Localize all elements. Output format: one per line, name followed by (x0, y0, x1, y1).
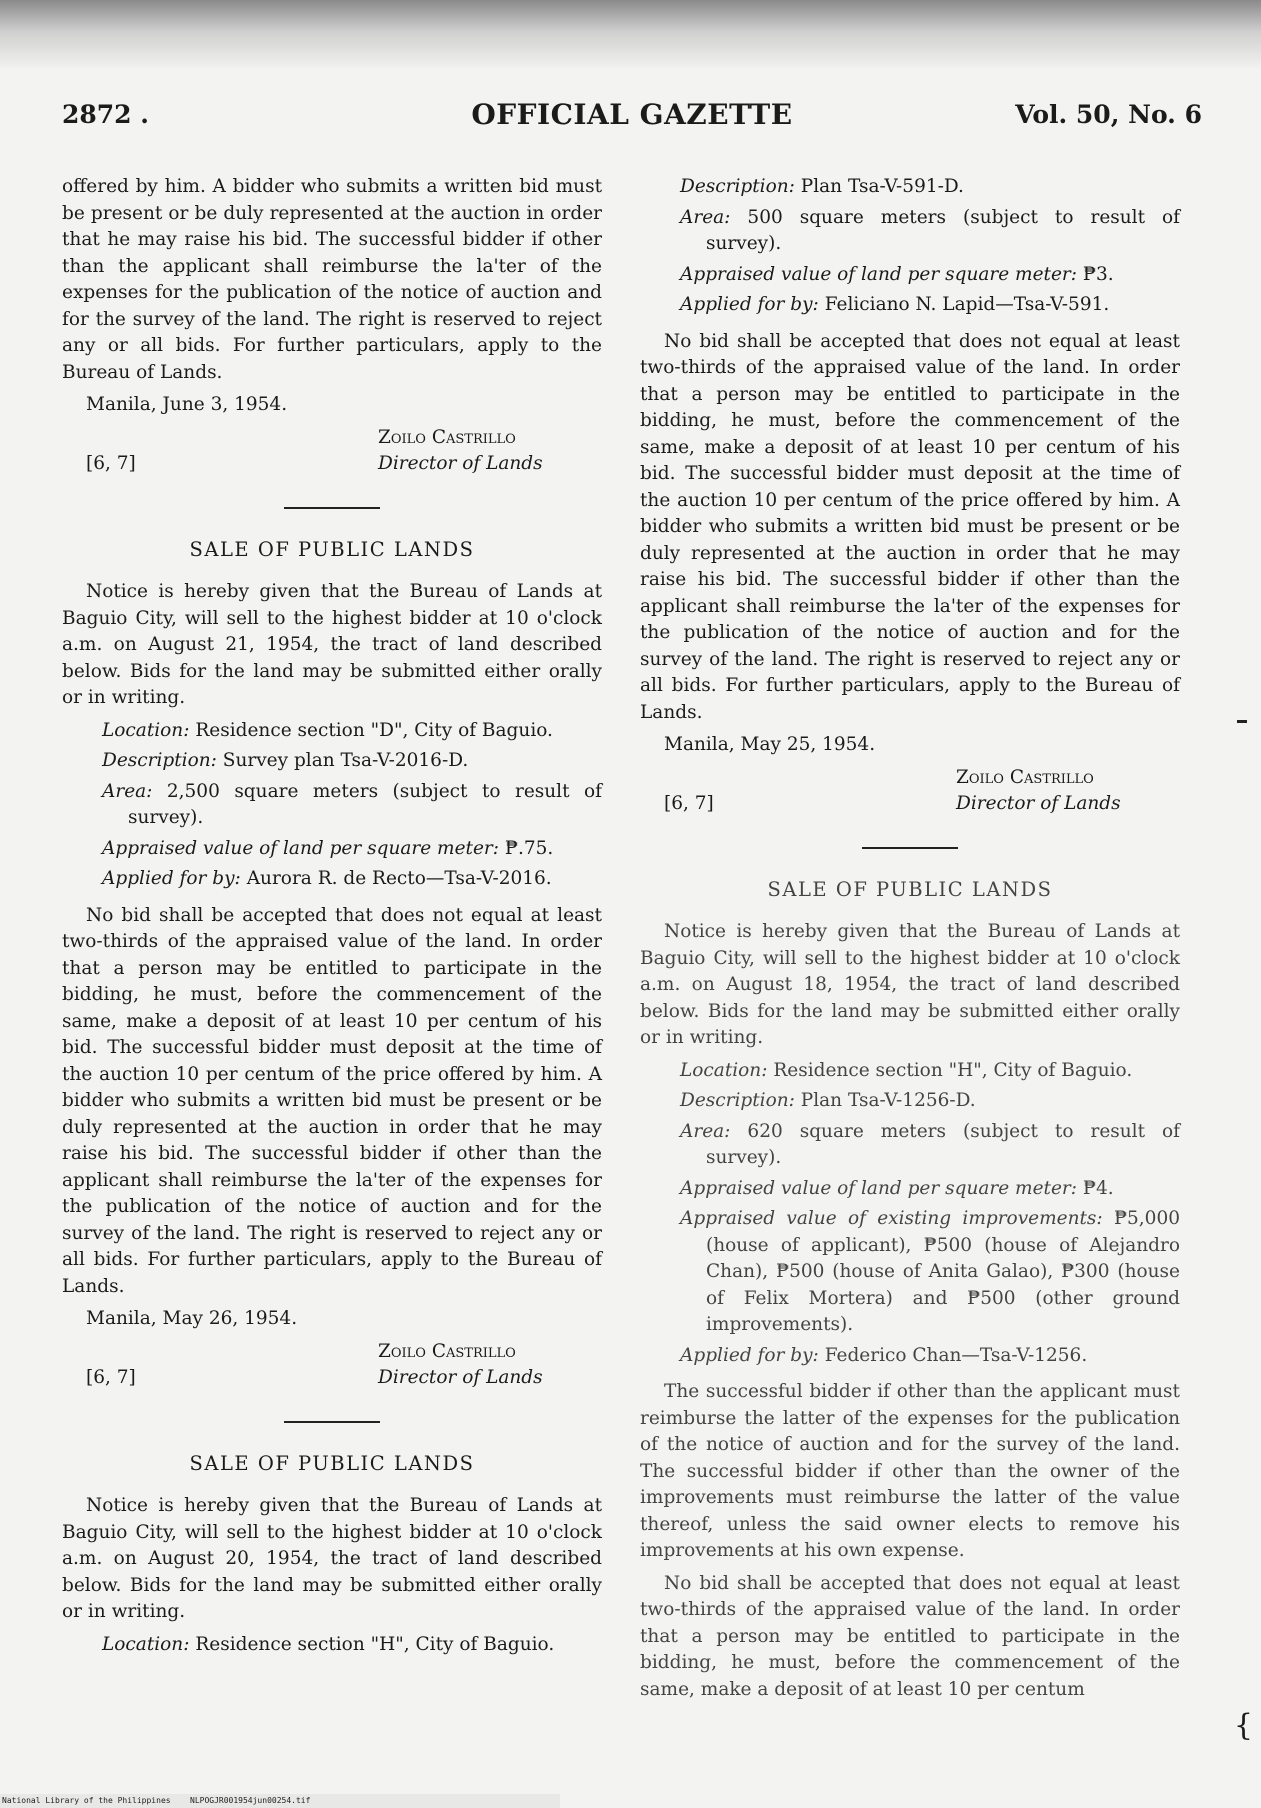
section-divider (862, 847, 958, 849)
applicant-item: Applied for by: Aurora R. de Recto—Tsa-V-2016. (102, 868, 552, 889)
file-name: NLPOGJR001954jun00254.tif (190, 1796, 311, 1805)
section-divider (284, 507, 380, 509)
area-item: Area: 500 square meters (subject to result of survey). (680, 206, 1180, 254)
signatory-title: Director of Lands (378, 1366, 543, 1388)
publication-title: OFFICIAL GAZETTE (471, 98, 793, 131)
notice-heading: SALE OF PUBLIC LANDS (189, 1451, 475, 1475)
bid-conditions-paragraph: No bid shall be accepted that does not equal at least two-thirds of the appraised value of the land. In order that a person may be entitled to participate in the bidding, he must, before the commencement of the same, make a deposit of at least 10 per centum of his bid. The successful bidder must deposit at the time of the auction 10 per centum of the price offered by him. A bidder who submits a written bid must be present or be duly represented at the auction in order that he may raise his bid. The successful bidder if other than the applicant shall reimburse the la'ter of the expenses for the publication of the notice of auction and for the survey of the land. The right is reserved to reject any or all bids. For further particulars, apply to the Bureau of Lands. (640, 330, 1180, 723)
library-credit: National Library of the Philippines (2, 1796, 171, 1805)
section-divider (284, 1421, 380, 1423)
page-number: 2872 . (62, 100, 149, 129)
description-item: Description: Plan Tsa-V-591-D. (680, 176, 964, 197)
signatory-title: Director of Lands (956, 792, 1121, 814)
scan-shadow (0, 0, 1261, 70)
dateline: Manila, June 3, 1954. (86, 394, 288, 415)
issue-reference: [6, 7] (664, 792, 714, 814)
notice-heading: SALE OF PUBLIC LANDS (767, 877, 1053, 901)
applicant-item: Applied for by: Federico Chan—Tsa-V-1256. (680, 1344, 1088, 1366)
description-item: Description: Survey plan Tsa-V-2016-D. (102, 750, 469, 771)
notice-paragraph: Notice is hereby given that the Bureau of Lands at Baguio City, will sell to the highest bidder at 10 o'clock a.m. on August 20, 1954, the tract of land described below. Bids for the land may be submitted either orally or in writing. (62, 1495, 602, 1622)
signature-block (62, 425, 602, 487)
issue-reference: [6, 7] (86, 452, 136, 474)
notice-heading: SALE OF PUBLIC LANDS (189, 537, 475, 561)
page-header (62, 100, 1202, 140)
left-column (62, 174, 602, 1662)
appraised-value-item: Appraised value of land per square meter: ₱3. (680, 263, 1114, 285)
area-item: Area: 620 square meters (subject to result of survey). (680, 1120, 1180, 1168)
dateline: Manila, May 25, 1954. (664, 734, 876, 755)
location-item: Location: Residence section "D", City of Baguio. (102, 719, 553, 741)
appraised-value-item: Appraised value of land per square meter: ₱.75. (102, 837, 554, 859)
signatory-name: Zoilo Castrillo (378, 426, 516, 448)
right-column (640, 174, 1180, 1709)
signature-block (640, 765, 1180, 827)
continued-text: offered by him. A bidder who submits a written bid must be present or be duly represented at the auction in order that he may raise his bid. The successful bidder if other than the applicant shall reimburse the la'ter of the expenses for the publication of the notice of auction and for the survey of the land. The right is reserved to reject any or all bids. For further particulars, apply to the Bureau of Lands. (62, 176, 602, 383)
signatory-title: Director of Lands (378, 452, 543, 474)
margin-mark (1237, 720, 1247, 723)
notice-paragraph: Notice is hereby given that the Bureau of Lands at Baguio City, will sell to the highest bidder at 10 o'clock a.m. on August 21, 1954, the tract of land described below. Bids for the land may be submitted either orally or in writing. (62, 581, 602, 708)
location-item: Location: Residence section "H", City of Baguio. (680, 1059, 1133, 1081)
appraised-value-item: Appraised value of land per square meter: ₱4. (680, 1177, 1114, 1199)
applicant-item: Applied for by: Feliciano N. Lapid—Tsa-V-591. (680, 294, 1110, 315)
dateline: Manila, May 26, 1954. (86, 1308, 298, 1329)
notice-paragraph: Notice is hereby given that the Bureau of Lands at Baguio City, will sell to the highest bidder at 10 o'clock a.m. on August 18, 1954, the tract of land described below. Bids for the land may be submitted either orally or in writing. (640, 921, 1180, 1048)
margin-brace: { (1233, 1708, 1253, 1743)
issue-reference: [6, 7] (86, 1366, 136, 1388)
scan-footer (0, 1794, 560, 1808)
reimbursement-paragraph: The successful bidder if other than the applicant must reimburse the latter of the expenses for the publication of the notice of auction and for the survey of the land. The successful bidder if other than the owner of the improvements must reimburse the latter of the value thereof, unless the said owner elects to remove his improvements at his own expense. (640, 1381, 1180, 1561)
improvements-item: Appraised value of existing improvements: ₱5,000 (house of applicant), ₱500 (house of Alejandro Chan), ₱500 (house of Anita Galao), ₱300 (house of Felix Mortera) and ₱500 (other ground improvements). (680, 1208, 1180, 1335)
bid-conditions-paragraph: No bid shall be accepted that does not equal at least two-thirds of the appraised value of the land. In order that a person may be entitled to participate in the bidding, he must, before the commencement of the same, make a deposit of at least 10 per centum of his bid. The successful bidder must deposit at the time of the auction 10 per centum of the price offered by him. A bidder who submits a written bid must be present or be duly represented at the auction in order that he may raise his bid. The successful bidder if other than the applicant shall reimburse the la'ter of the expenses for the publication of the notice of auction and for the survey of the land. The right is reserved to reject any or all bids. For further particulars, apply to the Bureau of Lands. (62, 904, 602, 1297)
signatory-name: Zoilo Castrillo (378, 1340, 516, 1362)
signatory-name: Zoilo Castrillo (956, 766, 1094, 788)
signature-block (62, 1339, 602, 1401)
description-item: Description: Plan Tsa-V-1256-D. (680, 1090, 976, 1111)
area-item: Area: 2,500 square meters (subject to result of survey). (102, 780, 602, 828)
bid-conditions-paragraph: No bid shall be accepted that does not equal at least two-thirds of the appraised value of the land. In order that a person may be entitled to participate in the bidding, he must, before the commencement of the same, make a deposit of at least 10 per centum (640, 1572, 1180, 1700)
volume-number: Vol. 50, No. 6 (1015, 100, 1202, 129)
location-item: Location: Residence section "H", City of Baguio. (102, 1633, 555, 1655)
